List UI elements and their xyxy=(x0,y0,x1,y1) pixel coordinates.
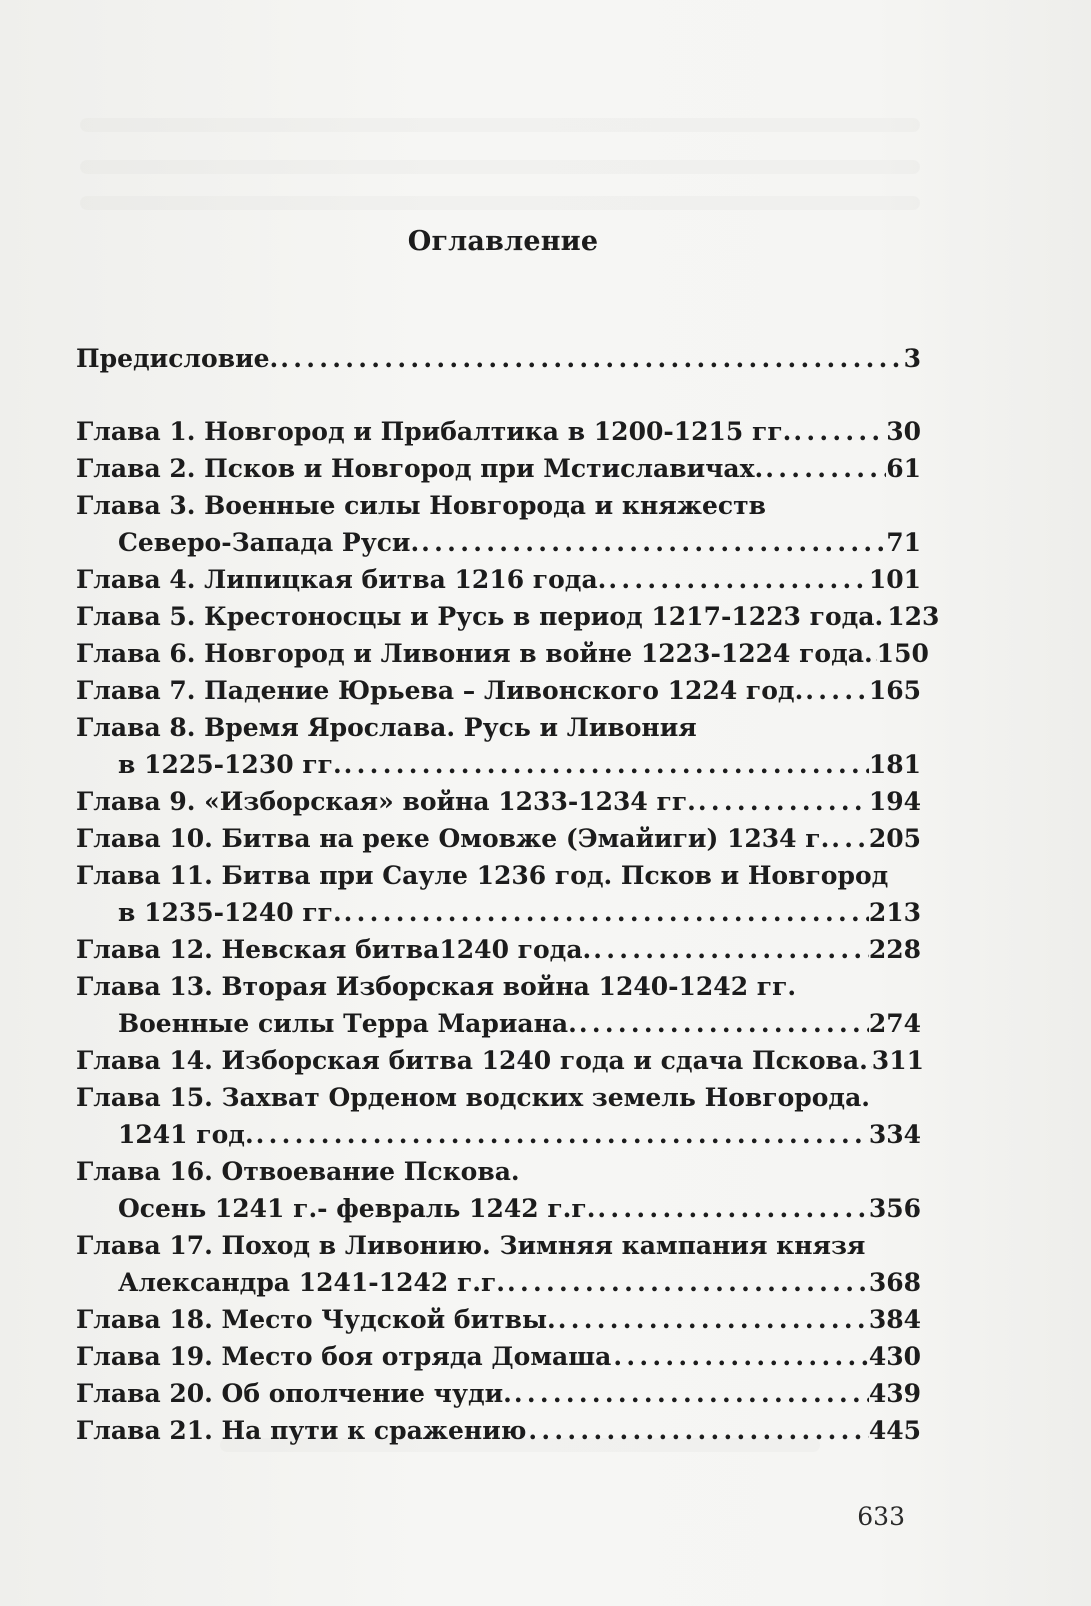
toc-entry xyxy=(76,1042,924,1079)
dot-leader xyxy=(342,894,869,931)
entry-title-line: Глава 13. Вторая Изборская война 1240-1242 гг. xyxy=(76,972,797,1001)
toc-entry xyxy=(76,450,921,487)
entry-title-continued: в 1225-1230 гг. xyxy=(118,750,342,779)
entry-title-continued: 1241 год. xyxy=(118,1120,254,1149)
page-number: 445 xyxy=(868,1416,921,1445)
show-through-line xyxy=(80,196,920,210)
page-number: 274 xyxy=(868,1009,921,1038)
page-number: 150 xyxy=(876,639,929,668)
dot-leader xyxy=(696,783,869,820)
entry-title-continued: в 1235-1240 гг. xyxy=(118,898,342,927)
page-title: Оглавление xyxy=(407,226,599,257)
page-number: 3 xyxy=(903,344,921,373)
entry-title: Глава 21. На пути к сражению xyxy=(76,1416,527,1445)
entry-title-line: Глава 11. Битва при Сауле 1236 год. Псков и Новгород xyxy=(76,861,889,890)
page-number: 205 xyxy=(868,824,921,853)
page-number: 71 xyxy=(886,528,921,557)
page-number: 101 xyxy=(868,565,921,594)
entry-title: Глава 6. Новгород и Ливония в войне 1223-1224 года. xyxy=(76,639,873,668)
toc-entry xyxy=(76,1301,921,1338)
entry-title: Глава 7. Падение Юрьева – Ливонского 1224 год. xyxy=(76,676,804,705)
entry-title-line: Глава 3. Военные силы Новгорода и княжеств xyxy=(76,491,766,520)
entry-title: Глава 18. Место Чудской битвы. xyxy=(76,1305,556,1334)
page-number: 194 xyxy=(868,787,921,816)
dot-leader xyxy=(591,931,869,968)
toc-entry xyxy=(76,1153,921,1227)
entry-title-continued: Александра 1241-1242 г.г. xyxy=(118,1268,505,1297)
toc-entry xyxy=(76,561,921,598)
entry-title: Глава 14. Изборская битва 1240 года и сдача Пскова. xyxy=(76,1046,868,1075)
page-number: 334 xyxy=(868,1120,921,1149)
dot-leader xyxy=(512,1375,869,1412)
entry-title: Глава 19. Место боя отряда Домаша xyxy=(76,1342,612,1371)
page-number: 61 xyxy=(886,454,921,483)
toc-entry xyxy=(76,783,921,820)
entry-title: Глава 20. Об ополчение чуди. xyxy=(76,1379,512,1408)
table-of-contents xyxy=(76,340,940,1449)
dot-leader xyxy=(278,340,903,377)
entry-title-line: Глава 8. Время Ярослава. Русь и Ливония xyxy=(76,713,697,742)
dot-leader xyxy=(763,450,886,487)
dot-leader xyxy=(791,413,886,450)
dot-leader xyxy=(419,524,886,561)
entry-title: Глава 1. Новгород и Прибалтика в 1200-1215 гг. xyxy=(76,417,792,446)
toc-entry xyxy=(76,413,921,450)
entry-title: Глава 10. Битва на реке Омовже (Эмайиги) 1234 г. xyxy=(76,824,830,853)
toc-entry xyxy=(76,820,921,857)
page-number: 384 xyxy=(868,1305,921,1334)
page-folio-number: 633 xyxy=(857,1502,905,1531)
toc-entry xyxy=(76,1227,921,1301)
page-number: 30 xyxy=(886,417,921,446)
page-number: 439 xyxy=(868,1379,921,1408)
dot-leader xyxy=(595,1190,868,1227)
entry-title: Предисловие. xyxy=(76,344,279,373)
entry-title: Глава 4. Липицкая битва 1216 года. xyxy=(76,565,607,594)
entry-title: Глава 9. «Изборская» война 1233-1234 гг. xyxy=(76,787,696,816)
page-number: 181 xyxy=(868,750,921,779)
entry-title-continued: Военные силы Терра Мариана. xyxy=(118,1009,577,1038)
toc-entry xyxy=(76,709,921,783)
dot-leader xyxy=(577,1005,869,1042)
entry-title: Глава 2. Псков и Новгород при Мстиславичах. xyxy=(76,454,764,483)
toc-entry xyxy=(76,672,921,709)
page-number: 430 xyxy=(868,1342,921,1371)
page-number: 228 xyxy=(868,935,921,964)
dot-leader xyxy=(254,1116,869,1153)
entry-title-line: Глава 17. Поход в Ливонию. Зимняя кампания князя xyxy=(76,1231,866,1260)
page-number: 123 xyxy=(887,602,940,631)
dot-leader xyxy=(556,1301,869,1338)
dot-leader xyxy=(606,561,868,598)
dot-leader xyxy=(342,746,869,783)
entry-title: Глава 12. Невская битва1240 года. xyxy=(76,935,592,964)
toc-entry xyxy=(76,635,929,672)
toc-entry xyxy=(76,931,921,968)
dot-leader xyxy=(611,1338,868,1375)
toc-entry xyxy=(76,1338,921,1375)
entry-title-line: Глава 16. Отвоевание Пскова. xyxy=(76,1157,520,1186)
toc-entry xyxy=(76,1375,921,1412)
entry-title-continued: Северо-Запада Руси. xyxy=(118,528,420,557)
page-number: 356 xyxy=(868,1194,921,1223)
dot-leader xyxy=(829,820,869,857)
entry-title-continued: Осень 1241 г.- февраль 1242 г.г. xyxy=(118,1194,596,1223)
toc-entry xyxy=(76,598,940,635)
toc-entry xyxy=(76,968,921,1042)
dot-leader xyxy=(803,672,869,709)
page-number: 311 xyxy=(871,1046,924,1075)
show-through-line xyxy=(80,118,920,132)
dot-leader xyxy=(505,1264,869,1301)
show-through-line xyxy=(80,160,920,174)
page-number: 213 xyxy=(868,898,921,927)
page-number: 368 xyxy=(868,1268,921,1297)
entry-title-line: Глава 15. Захват Орденом водских земель Новгорода. xyxy=(76,1083,870,1112)
toc-entry xyxy=(76,1079,921,1153)
dot-leader xyxy=(526,1412,868,1449)
toc-entry xyxy=(76,1412,921,1449)
page-number: 165 xyxy=(868,676,921,705)
toc-entry xyxy=(76,340,921,377)
toc-entry xyxy=(76,857,921,931)
entry-title: Глава 5. Крестоносцы и Русь в период 1217-1223 года. xyxy=(76,602,884,631)
toc-entry xyxy=(76,487,921,561)
